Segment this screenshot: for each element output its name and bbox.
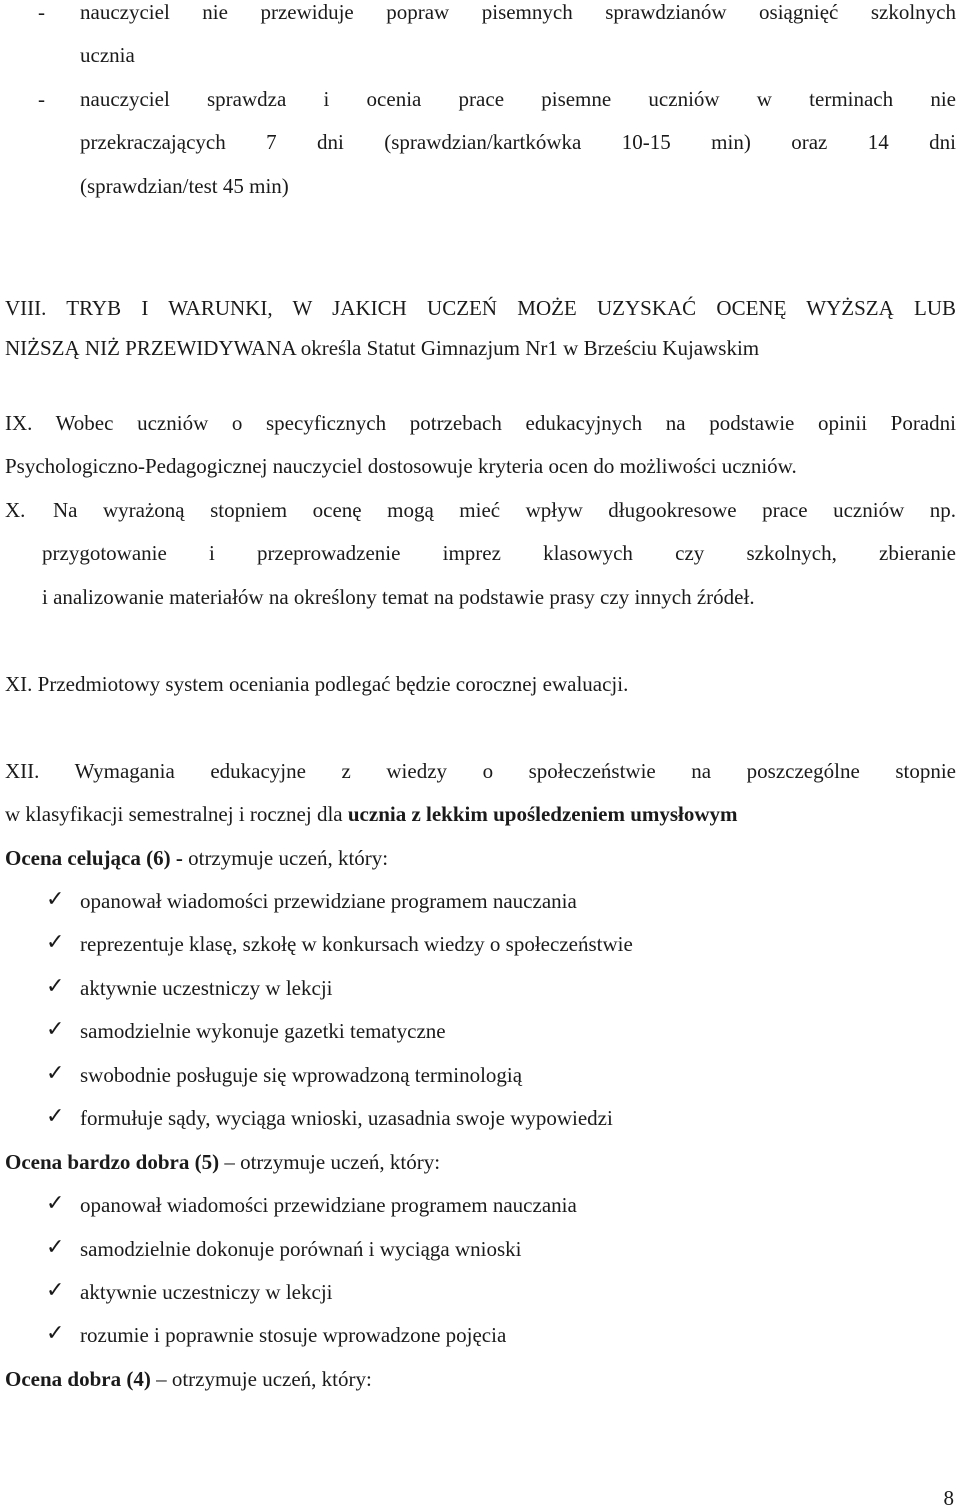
grade-6-heading (5, 846, 388, 870)
section-viii-line-2: NIŻSZĄ NIŻ PRZEWIDYWANA określa Statut Gimnazjum Nr1 w Brześciu Kujawskim (5, 336, 760, 360)
grade-5-item: rozumie i poprawnie stosuje wprowadzone pojęcia (80, 1323, 507, 1347)
grade-4-heading (5, 1367, 372, 1391)
intro-item-2-line-2: przekraczających 7 dni (sprawdzian/kartkówka 10-15 min) oraz 14 dni (80, 130, 956, 154)
grade-6-item: swobodnie posługuje się wprowadzoną terminologią (80, 1063, 523, 1087)
grade-6-heading-bold: Ocena celująca (6) - (5, 846, 183, 870)
grade-6-item: aktywnie uczestniczy w lekcji (80, 976, 333, 1000)
grade-4-heading-text: – otrzymuje uczeń, który: (150, 1367, 372, 1391)
list-dash: - (38, 0, 45, 24)
grade-4-heading-bold: Ocena dobra (4) (5, 1367, 151, 1391)
section-x-label: X. (5, 498, 26, 522)
checkmark-icon: ✓ (46, 930, 65, 955)
grade-5-item: opanował wiadomości przewidziane programem nauczania (80, 1193, 577, 1217)
intro-item-1-line-1: nauczyciel nie przewiduje popraw pisemnych sprawdzianów osiągnięć szkolnych (80, 0, 956, 24)
checkmark-icon: ✓ (46, 1061, 65, 1086)
page-number: 8 (943, 1486, 954, 1510)
section-x-line-3: i analizowanie materiałów na określony temat na podstawie prasy czy innych źródeł. (42, 585, 755, 609)
grade-5-item: samodzielnie dokonuje porównań i wyciąga wnioski (80, 1237, 522, 1261)
checkmark-icon: ✓ (46, 1235, 65, 1260)
grade-6-item: opanował wiadomości przewidziane programem nauczania (80, 889, 577, 913)
checkmark-icon: ✓ (46, 887, 65, 912)
section-ix-line-2: Psychologiczno-Pedagogicznej nauczyciel dostosowuje kryteria ocen do możliwości uczniów. (5, 454, 797, 478)
intro-item-2-line-1: nauczyciel sprawdza i ocenia prace pisemne uczniów w terminach nie (80, 87, 956, 111)
section-xii-emphasis: ucznia z lekkim upośledzeniem umysłowym (347, 802, 738, 826)
grade-5-heading (5, 1150, 440, 1174)
section-x-line-1: Na wyrażoną stopniem ocenę mogą mieć wpływ długookresowe prace uczniów np. (53, 498, 956, 522)
section-ix-line-1: IX. Wobec uczniów o specyficznych potrzebach edukacyjnych na podstawie opinii Poradni (5, 411, 956, 435)
checkmark-icon: ✓ (46, 1278, 65, 1303)
grade-6-heading-text: otrzymuje uczeń, który: (182, 846, 389, 870)
section-viii-line-1: VIII. TRYB I WARUNKI, W JAKICH UCZEŃ MOŻE UZYSKAĆ OCENĘ WYŻSZĄ LUB (5, 296, 956, 320)
intro-item-1-line-2: ucznia (80, 43, 135, 67)
section-x-line-2: przygotowanie i przeprowadzenie imprez klasowych czy szkolnych, zbieranie (42, 541, 956, 565)
grade-6-item: reprezentuje klasę, szkołę w konkursach wiedzy o społeczeństwie (80, 932, 633, 956)
grade-5-heading-text: – otrzymuje uczeń, który: (219, 1150, 441, 1174)
intro-item-2-line-3: (sprawdzian/test 45 min) (80, 174, 289, 198)
grade-6-item: samodzielnie wykonuje gazetki tematyczne (80, 1019, 446, 1043)
checkmark-icon: ✓ (46, 1017, 65, 1042)
list-dash: - (38, 87, 45, 111)
grade-5-item: aktywnie uczestniczy w lekcji (80, 1280, 333, 1304)
section-xii-line-2 (5, 802, 738, 826)
checkmark-icon: ✓ (46, 1104, 65, 1129)
section-xii-line-1: XII. Wymagania edukacyjne z wiedzy o społeczeństwie na poszczególne stopnie (5, 759, 956, 783)
checkmark-icon: ✓ (46, 1191, 65, 1216)
checkmark-icon: ✓ (46, 974, 65, 999)
grade-5-heading-bold: Ocena bardzo dobra (5) (5, 1150, 220, 1174)
checkmark-icon: ✓ (46, 1321, 65, 1346)
section-xii-line-2-text: w klasyfikacji semestralnej i rocznej dla (5, 802, 348, 826)
grade-6-item: formułuje sądy, wyciąga wnioski, uzasadnia swoje wypowiedzi (80, 1106, 613, 1130)
section-xi-line-1: XI. Przedmiotowy system oceniania podlegać będzie corocznej ewaluacji. (5, 672, 629, 696)
